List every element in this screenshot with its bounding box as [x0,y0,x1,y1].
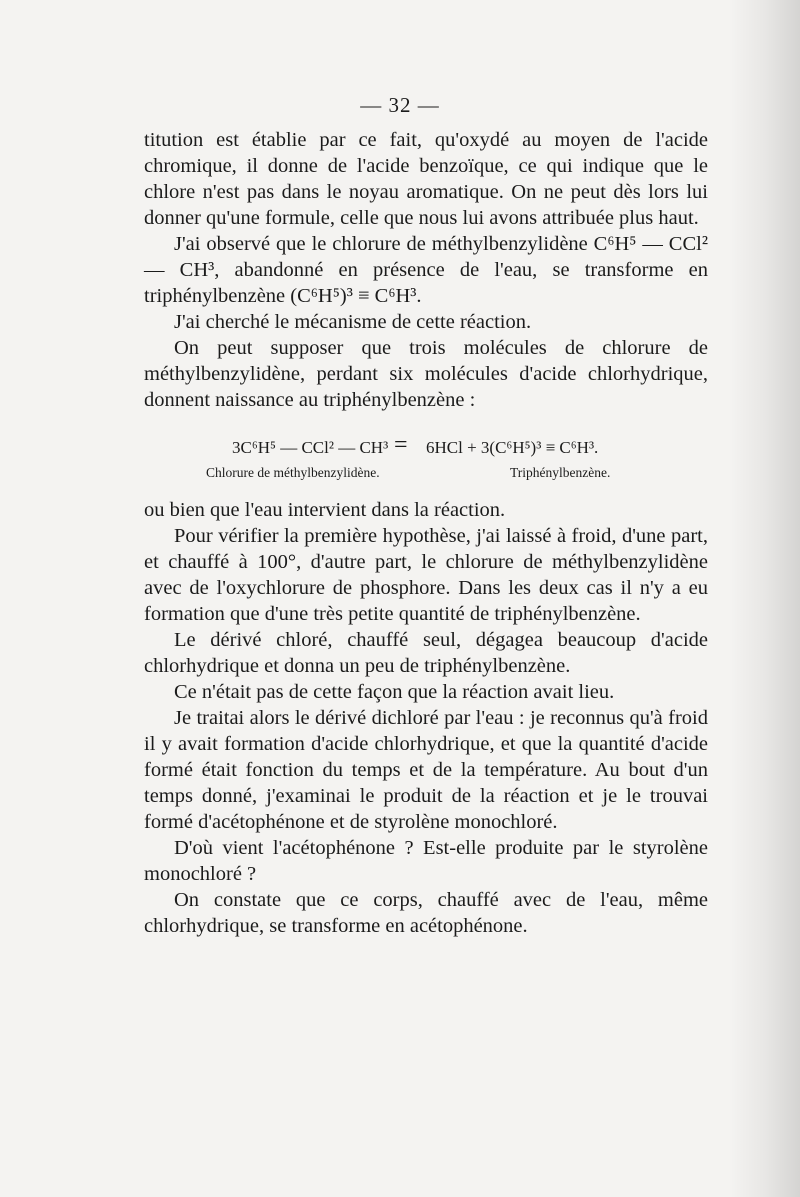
paragraph-2: J'ai observé que le chlorure de méthylbenzylidène C⁶H⁵ — CCl² — CH³, abandonné en présence de l'eau, se transforme en triphénylbenzène (C⁶H⁵)³ ≡ C⁶H³. [144,233,708,307]
equation-left-caption: Chlorure de méthylbenzylidène. [206,465,380,480]
equation-right-caption: Triphénylbenzène. [510,465,611,480]
paragraph-9: Je traitai alors le dérivé dichloré par l'eau : je reconnus qu'à froid il y avait formation d'acide chlorhydrique, et que la quantité d'acide formé était fonction du temps et de la température. Au bout d'un temps donné, j'examinai le produit de la réaction et je le trouvai formé d'acétophénone et de styrolène monochloré. [144,707,708,833]
body-text [144,127,708,939]
paragraph-10: D'où vient l'acétophénone ? Est-elle produite par le styrolène monochloré ? [144,837,708,885]
paragraph-6: Pour vérifier la première hypothèse, j'ai laissé à froid, d'une part, et chauffé à 100°, d'autre part, le chlorure de méthylbenzylidène avec de l'oxychlorure de phosphore. Dans les deux cas il n'y a eu formation que d'une très petite quantité de triphénylbenzène. [144,525,708,625]
paragraph-8: Ce n'était pas de cette façon que la réaction avait lieu. [174,681,615,703]
equation-equals-sign: = [394,432,408,458]
paragraph-3: J'ai cherché le mécanisme de cette réaction. [174,311,532,333]
page-number: — 32 — [360,93,440,117]
paragraph-1: titution est établie par ce fait, qu'oxydé au moyen de l'acide chromique, il donne de l'acide benzoïque, ce qui indique que le chlore n'est pas dans le noyau aromatique. On ne peut dès lors lui donner qu'une formule, celle que nous lui avons attribuée plus haut. [144,129,708,229]
chemical-equation [144,432,708,481]
paragraph-7: Le dérivé chloré, chauffé seul, dégagea beaucoup d'acide chlorhydrique et donna un peu de triphénylbenzène. [144,629,708,677]
paragraph-11: On constate que ce corps, chauffé avec de l'eau, même chlorhydrique, se transforme en acétophénone. [144,889,708,937]
paragraph-4: On peut supposer que trois molécules de chlorure de méthylbenzylidène, perdant six molécules d'acide chlorhydrique, donnent naissance au triphénylbenzène : [144,337,708,411]
paragraph-5: ou bien que l'eau intervient dans la réaction. [144,499,506,521]
equation-left-side: 3C⁶H⁵ — CCl² — CH³ [232,438,389,457]
equation-right-side: 6HCl + 3(C⁶H⁵)³ ≡ C⁶H³. [426,438,599,457]
page-edge-shadow [730,0,800,1197]
